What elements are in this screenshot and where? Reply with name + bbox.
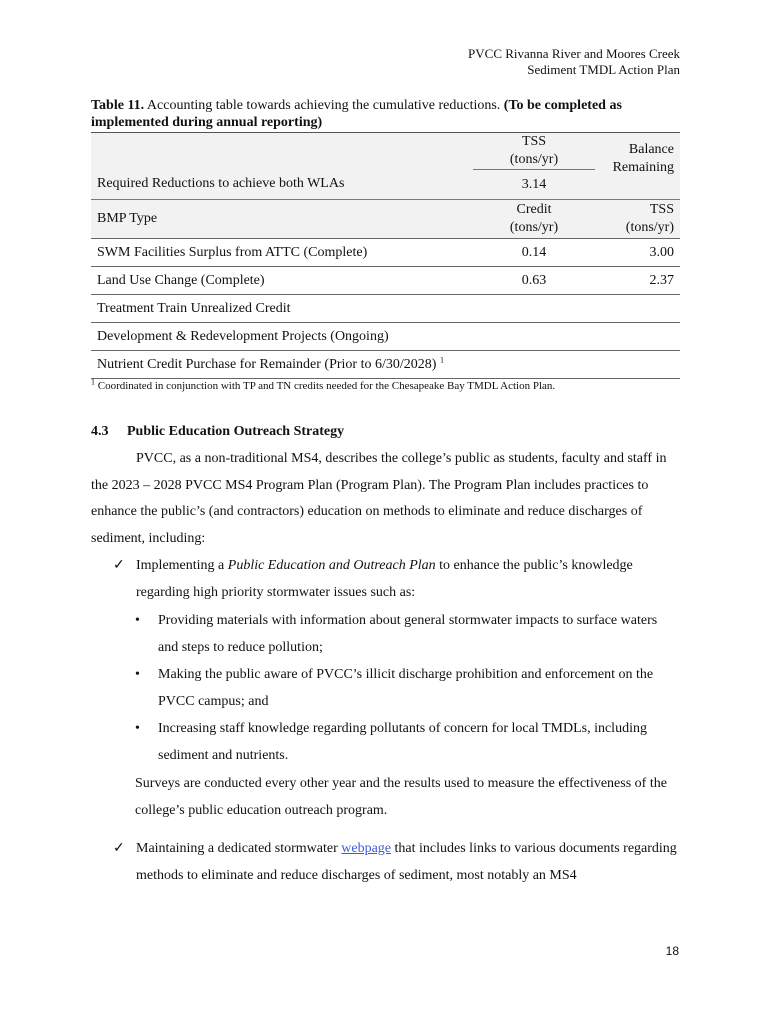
- required-label: Required Reductions to achieve both WLAs: [97, 176, 345, 192]
- section-heading: [91, 424, 344, 440]
- caption-bold: (To be completed as implemented during annual reporting): [91, 98, 622, 130]
- section-number: 4.3: [91, 424, 109, 439]
- list-item: • Increasing staff knowledge regarding pollutants of concern for local TMDLs, including sediment and nutrients.: [135, 715, 680, 769]
- table-footnote: $^1$ Coordinated in conjunction with TP and TN credits needed for the Chesapeake Bay TMDL Action Plan.: [91, 377, 556, 392]
- bullet-icon: •: [135, 667, 140, 682]
- credit-header: Credit (tons/yr): [509, 202, 559, 235]
- survey-paragraph: Surveys are conducted every other year and the results used to measure the effectiveness of the college’s public education outreach program.: [135, 776, 667, 818]
- bmp-label: BMP Type: [97, 211, 158, 226]
- accounting-table: [91, 132, 680, 379]
- checkmark-icon: ✓: [113, 841, 125, 856]
- list-item: • Providing materials with information about general stormwater impacts to surface waters and steps to reduce pollution;: [135, 607, 680, 661]
- header-line-1: PVCC Rivanna River and Moores Creek: [468, 46, 680, 61]
- required-value: 3.14: [521, 176, 547, 192]
- caption-label: Table 11.: [91, 98, 145, 113]
- bullet-list: [135, 607, 680, 769]
- tss-header: TSS (tons/yr): [473, 133, 595, 170]
- table-row: Development & Redevelopment Projects (Ongoing): [91, 323, 680, 351]
- footnote-ref: 1: [439, 354, 444, 364]
- table-row: SWM Facilities Surplus from ATTC (Complete) 0.14 3.00: [91, 239, 680, 267]
- balance-header: Balance Remaining: [612, 142, 674, 175]
- table-header-row: [91, 133, 680, 170]
- tss-col-header: TSS (tons/yr): [625, 202, 674, 235]
- caption-text: Accounting table towards achieving the cumulative reductions.: [144, 98, 504, 113]
- webpage-link[interactable]: webpage: [341, 841, 392, 856]
- list-item: • Making the public aware of PVCC’s illicit discharge prohibition and enforcement on the PVCC campus; and: [135, 661, 680, 715]
- table-caption: [91, 97, 681, 131]
- header-line-2: Sediment TMDL Action Plan: [527, 62, 680, 77]
- checkmark-icon: ✓: [113, 558, 125, 573]
- table-row: Nutrient Credit Purchase for Remainder (Prior to 6/30/2028) $^1$: [91, 351, 680, 379]
- bmp-header-row: [91, 200, 680, 239]
- page-header: [468, 46, 680, 78]
- checklist-item: ✓ Implementing a Public Education and Outreach Plan to enhance the public’s knowledge regarding high priority stormwater issues such as:: [113, 552, 683, 606]
- intro-paragraph: PVCC, as a non-traditional MS4, describes the college’s public as students, faculty and staff in the 2023 – 2028 PVCC MS4 Program Plan (Program Plan). The Program Plan includes practices to enhance the public’s (and contractors) education on methods to eliminate and reduce discharges of sediment, including:: [91, 451, 667, 546]
- section-title: Public Education Outreach Strategy: [127, 424, 345, 439]
- table-row: Land Use Change (Complete) 0.63 2.37: [91, 267, 680, 295]
- page-number: 18: [665, 944, 679, 958]
- bullet-icon: •: [135, 721, 140, 736]
- table-row: Treatment Train Unrealized Credit: [91, 295, 680, 323]
- bullet-icon: •: [135, 613, 140, 628]
- checklist-item: ✓ Maintaining a dedicated stormwater webpage that includes links to various documents regarding methods to eliminate and reduce discharges of sediment, most notably an MS4: [113, 835, 683, 889]
- required-row: [91, 170, 680, 200]
